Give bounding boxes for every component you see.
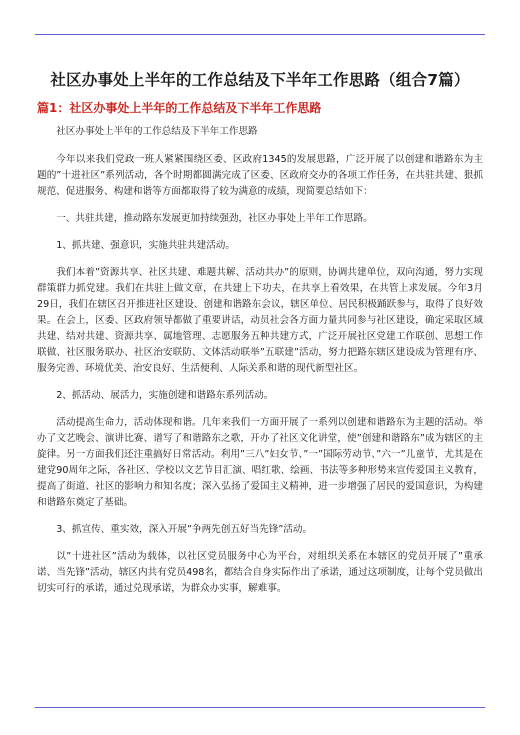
- paragraph: 一、共驻共建，推动路东发展更加持续强劲，社区办事处上半年工作思路。: [56, 213, 373, 224]
- subtitle: 社区办事处上半年的工作总结及下半年工作思路: [56, 126, 258, 137]
- document-body: [37, 124, 483, 608]
- bottom-divider: [35, 707, 485, 708]
- paragraph: 活动提高生命力，活动体现和谐。几年来我们一方面开展了一系列以创建和谐路东为主题的活动。举办了文艺晚会、演讲比赛、谱写了和谐路东之歌，开办了社区文化讲堂，使”创建和谐路东”成为辖区的主旋律。另一方面我们还注重搞好日常活动。利用”三八”妇女节、”一”国际劳动节、”六一”儿童节，尤其是在建党90周年之际，各社区、学校以文艺节目汇演、唱红歌、绘画、书法等多种形势来宣传爱国主义教育，提高了街道、社区的影响力和知名度；深入弘扬了爱国主义精神，进一步增强了居民的爱国意识，为构建和谐路东奠定了基础。: [37, 417, 483, 508]
- document-title: 社区办事处上半年的工作总结及下半年工作思路（组合7篇）: [50, 71, 470, 89]
- paragraph: 2、抓活动、展活力，实施创建和谐路东系列活动。: [56, 390, 274, 401]
- paragraph: 今年以来我们党政一班人紧紧围绕区委、区政府1345的发展思路，广泛开展了以创建和谐路东为主题的”十进社区”系列活动，各个时期都圆满完成了区委、区政府交办的各项工作任务，在共驻共建、狠抓规范、促进服务、构建和谐等方面都取得了较为满意的成绩，现简要总结如下：: [37, 154, 483, 197]
- paragraph: 1、抓共建、强意识，实施共驻共建活动。: [56, 240, 235, 251]
- paragraph: 我们本着”资源共享、社区共建、难题共解、活动共办”的原则，协调共建单位，双向沟通，努力实现群策群力抓党建。我们在共驻上做文章，在共建上下功夫，在共享上看效果，在共管上求发展。今年3月29日，我们在辖区召开推进社区建设、创建和谐路东会议，辖区单位、居民积极踊跃参与，取得了良好效果。在会上，区委、区政府领导都做了重要讲话，动员社会各方面力量共同参与社区建设，确定采取区域共建、结对共建、资源共享、属地管理、志愿服务五种共建方式，广泛开展社区党建工作联创、思想工作联做、社区服务联办、社区治安联防、文体活动联举”五联建”活动，努力把路东辖区建设成为管理有序、服务完善、环境优美、治安良好、生活便利、人际关系和谐的现代新型社区。: [37, 267, 483, 374]
- paragraph: 以”十进社区”活动为载体，以社区党员服务中心为平台，对组织关系在本辖区的党员开展了”重承诺、当先锋”活动，辖区内共有党员498名，都结合自身实际作出了承诺，通过这项制度，让每个党员做出切实可行的承诺，通过兑现承诺，为群众办实事，解难事。: [37, 551, 483, 594]
- paragraph: 3、抓宣传、重实效，深入开展”争两先创五好当先锋”活动。: [56, 524, 313, 535]
- top-divider: [35, 34, 485, 35]
- section-heading: 篇1：社区办事处上半年的工作总结及下半年工作思路: [37, 101, 322, 115]
